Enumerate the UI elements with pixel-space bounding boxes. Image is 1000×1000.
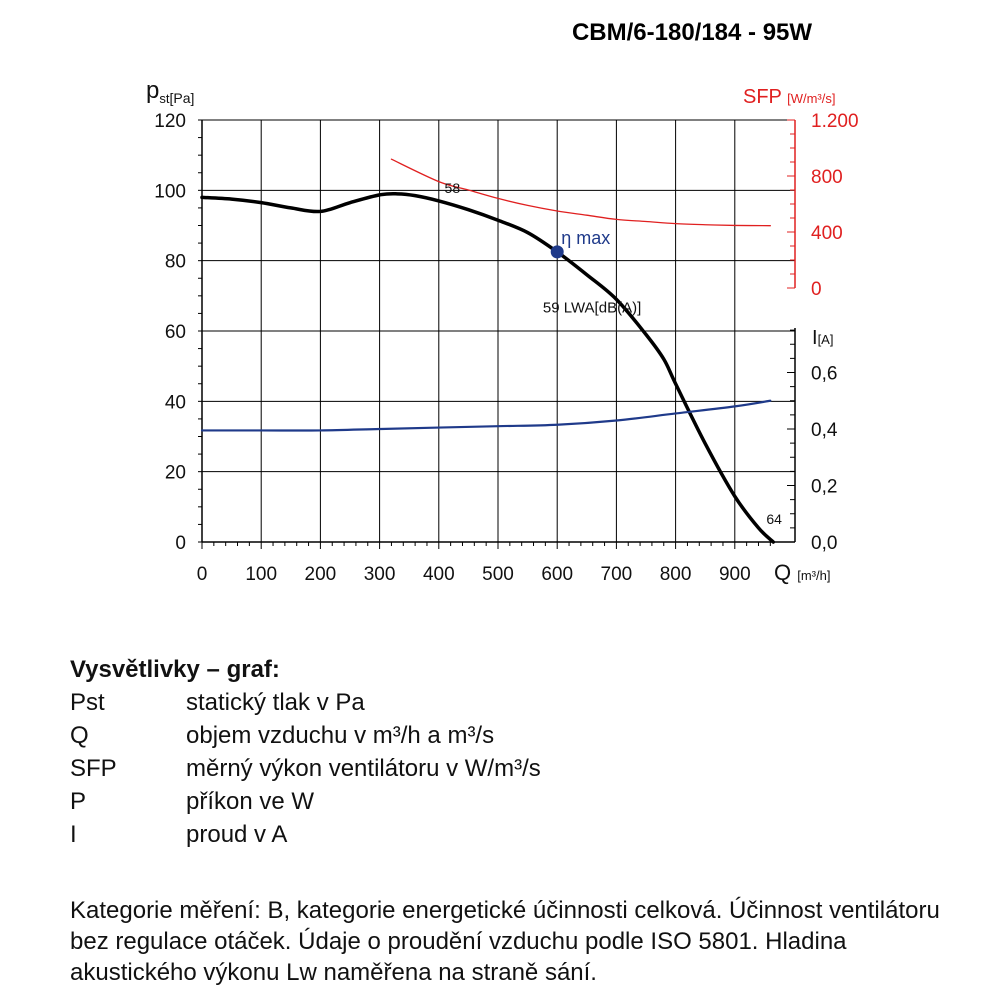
axes bbox=[198, 120, 795, 549]
y-left-title: $p_{st}[Pa]$ bbox=[146, 77, 195, 106]
y-tick-label: 0 bbox=[175, 533, 186, 554]
current-tick-label: 0,0 bbox=[811, 533, 838, 554]
y-tick-label: 40 bbox=[164, 392, 186, 414]
legend-block bbox=[70, 656, 950, 851]
y-tick-label: 60 bbox=[164, 322, 186, 343]
x-tick-label: 600 bbox=[541, 564, 574, 585]
current-tick-label: 0,6 bbox=[811, 363, 838, 385]
sfp-tick-label: 0 bbox=[811, 279, 822, 300]
measurement-note: Kategorie měření: B, kategorie energetické účinnosti celková. Účinnost ventilátoru bez regulace otáček. Údaje o proudění vzduchu podle ISO 5801. Hladina akustického výkonu Lw naměřena na straně sání. bbox=[70, 897, 940, 986]
legend-key: Pst bbox=[70, 689, 105, 716]
x-tick-label: 400 bbox=[422, 564, 455, 585]
legend-key: Q bbox=[70, 722, 89, 749]
sfp-tick-label: 800 bbox=[811, 167, 843, 188]
y-tick-label: 80 bbox=[164, 251, 186, 273]
legend-row-pst bbox=[70, 686, 950, 719]
legend-row-sfp bbox=[70, 752, 950, 785]
legend-desc: proud v A bbox=[186, 821, 288, 848]
sfp-axis-title: SFP [W/m³/s] bbox=[743, 86, 836, 108]
legend-desc: příkon ve W bbox=[186, 788, 315, 815]
y-tick-label: 120 bbox=[154, 111, 186, 132]
x-tick-label: 100 bbox=[245, 564, 278, 585]
x-tick-label: 500 bbox=[482, 564, 514, 585]
grid-lines bbox=[202, 120, 795, 542]
series-layer bbox=[202, 159, 773, 542]
current-axis-title: I[A] bbox=[812, 327, 834, 349]
y-tick-label: 100 bbox=[154, 181, 186, 203]
x-tick-label: 300 bbox=[363, 564, 396, 585]
y-tick-label: 20 bbox=[164, 462, 186, 484]
sfp-tick-label: 400 bbox=[811, 223, 843, 244]
x-tick-label: 700 bbox=[600, 564, 633, 585]
legend-row-p bbox=[70, 785, 950, 818]
current-tick-label: 0,2 bbox=[811, 476, 838, 498]
legend-row-q bbox=[70, 719, 950, 752]
x-tick-label: 900 bbox=[718, 564, 751, 585]
legend-desc: statický tlak v Pa bbox=[186, 689, 365, 716]
x-axis-title: Q [m³/h] bbox=[774, 560, 831, 585]
legend-key: P bbox=[70, 788, 87, 815]
legend-desc: měrný výkon ventilátoru v W/m³/s bbox=[186, 755, 541, 782]
x-tick-label: 0 bbox=[196, 564, 208, 585]
chart-title: CBM/6-180/184 - 95W bbox=[571, 19, 813, 46]
x-tick-label: 800 bbox=[659, 564, 692, 585]
sound-level-annotation: 58 bbox=[444, 179, 461, 196]
series-pressure-line bbox=[202, 194, 773, 542]
legend-title: Vysvětlivky – graf: bbox=[70, 656, 280, 683]
x-tick-label: 200 bbox=[304, 564, 337, 585]
legend-key: I bbox=[70, 821, 77, 848]
sound-level-annotation: 64 bbox=[766, 510, 782, 527]
eta-max-label: η max bbox=[561, 227, 611, 248]
current-tick-label: 0,4 bbox=[811, 420, 838, 441]
sound-level-annotation: 59 LWA[dB(A)] bbox=[542, 299, 642, 317]
legend-key: SFP bbox=[70, 755, 117, 782]
sfp-tick-label: 1.200 bbox=[811, 111, 859, 132]
legend-row-i bbox=[70, 818, 950, 851]
legend-desc: objem vzduchu v m³/h a m³/s bbox=[186, 722, 495, 749]
